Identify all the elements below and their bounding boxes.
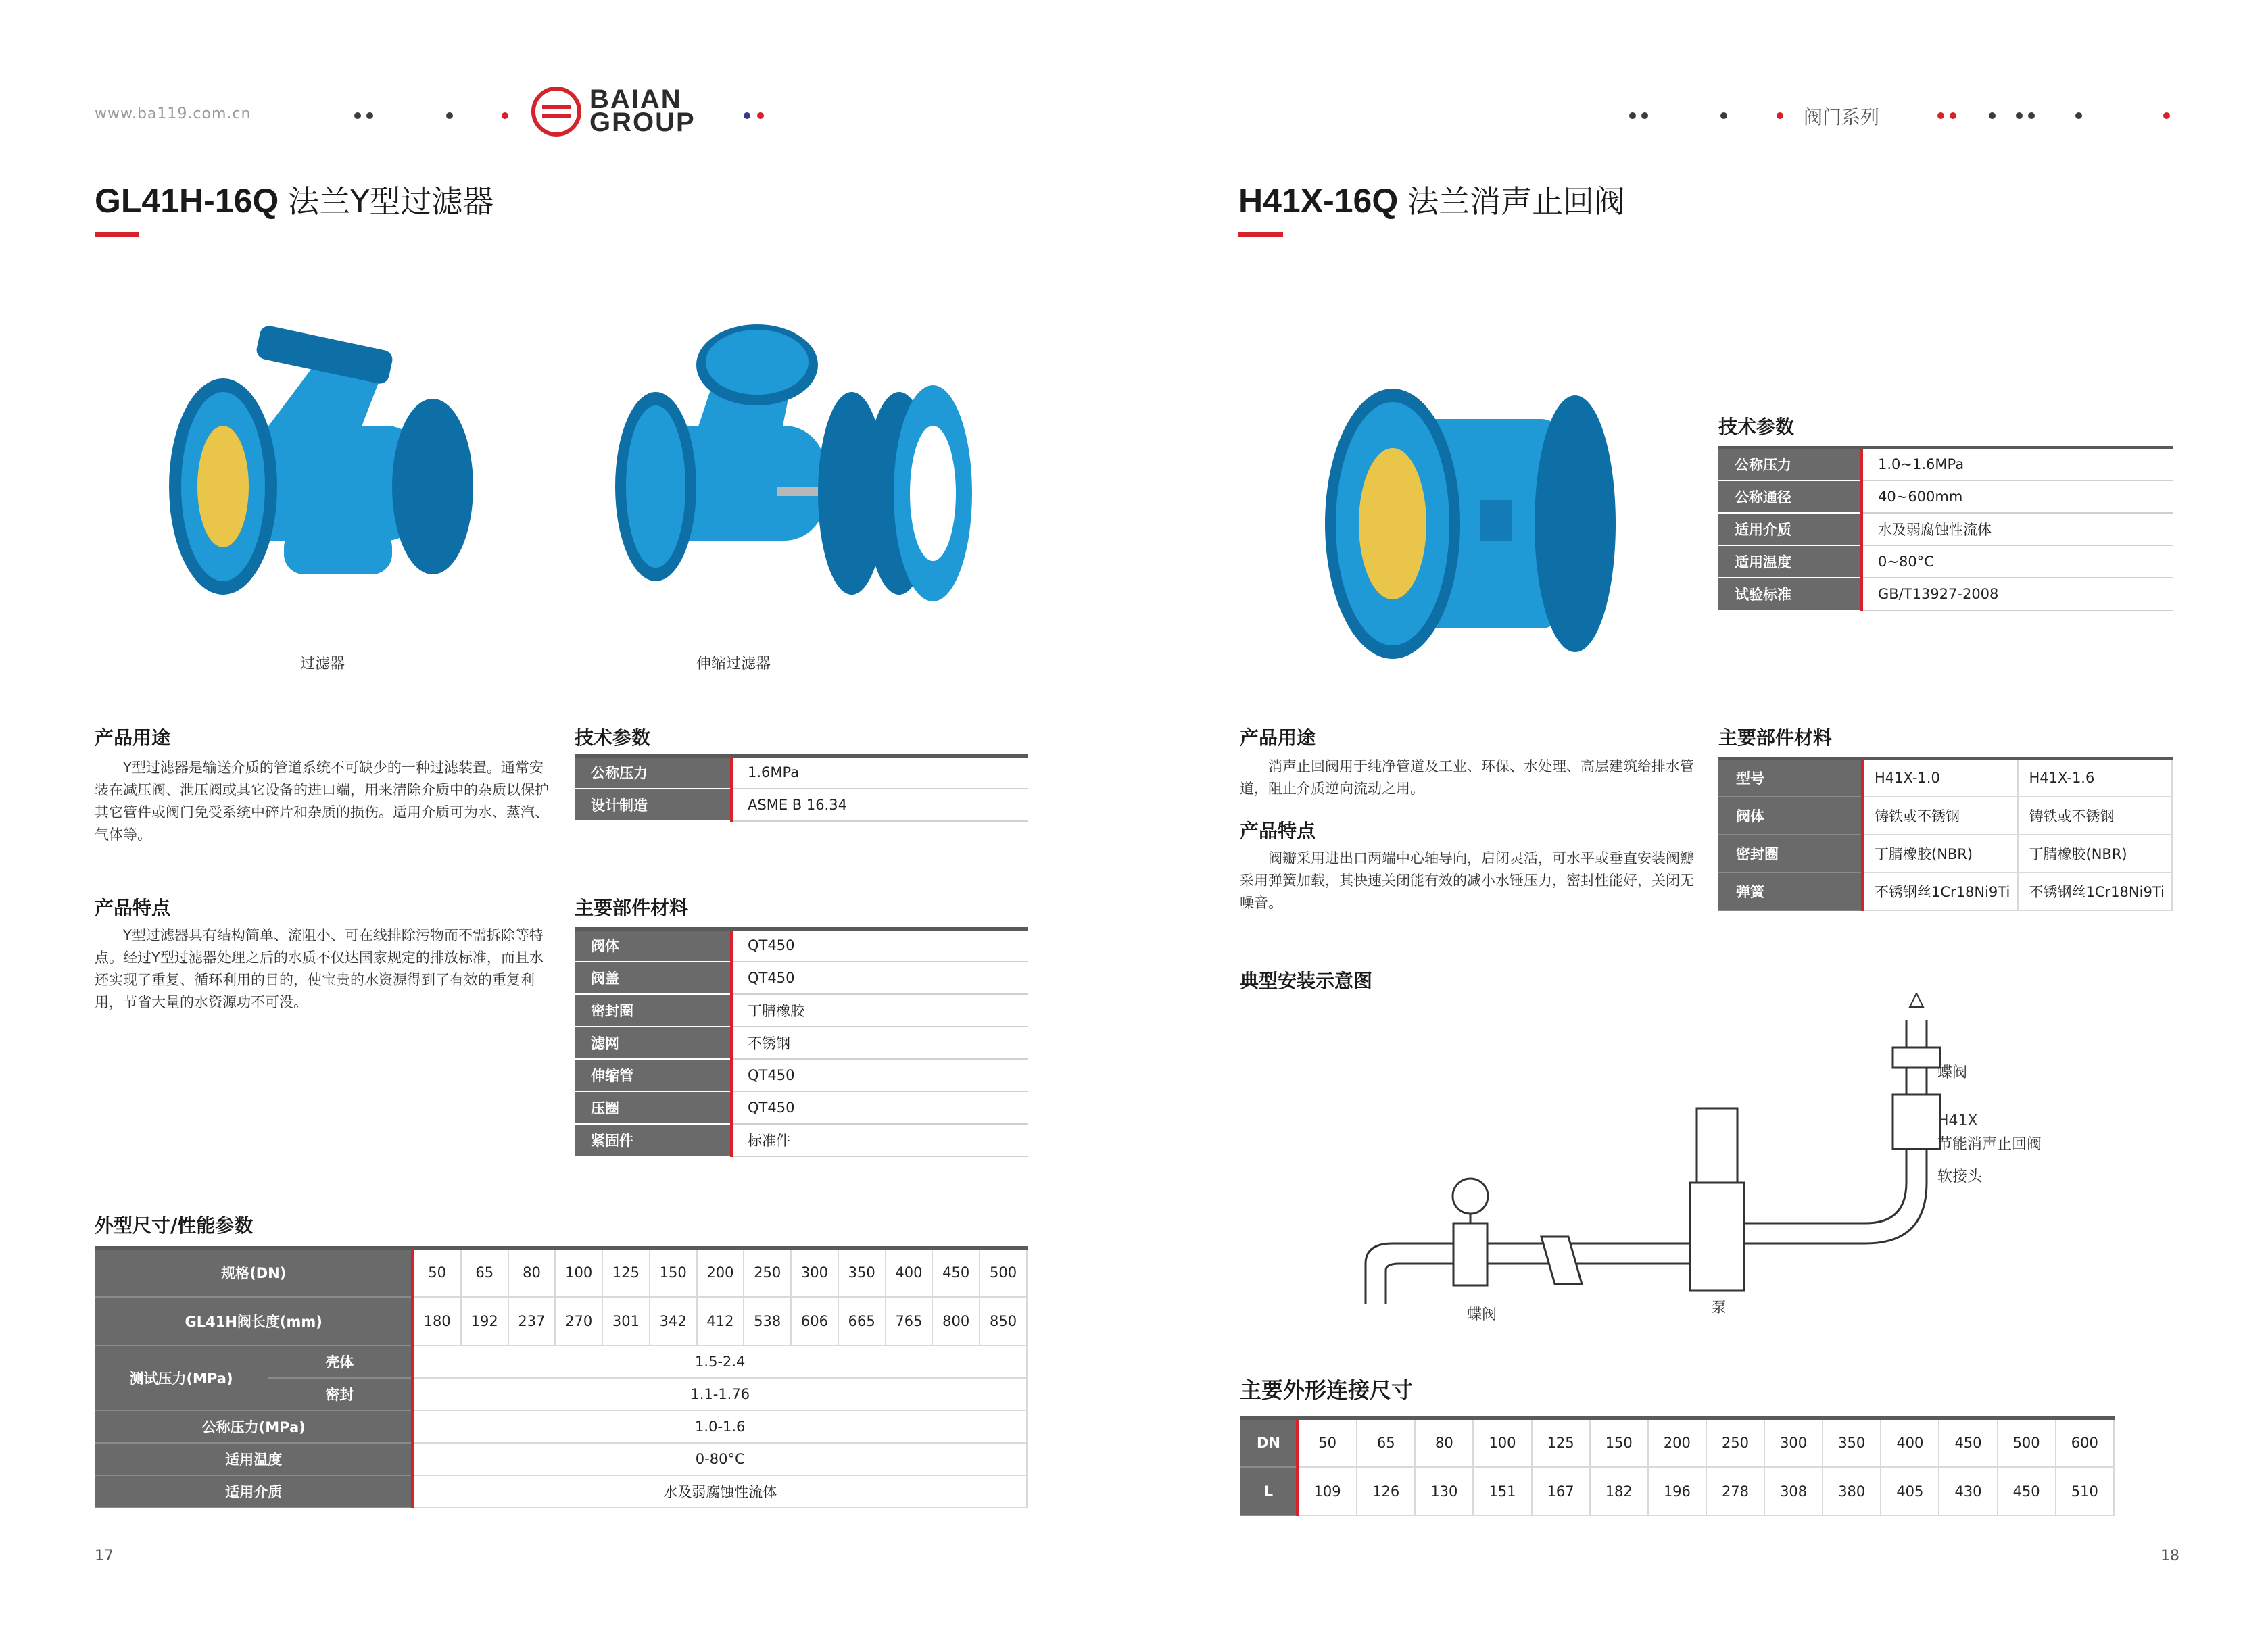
left-page-title xyxy=(95,177,493,222)
table-row xyxy=(1719,759,2172,797)
tech-key: 适用温度 xyxy=(1718,545,1862,578)
length-cell: 412 xyxy=(697,1297,744,1346)
decor-dot xyxy=(502,112,508,119)
diagram-label-check-model: H41X xyxy=(1937,1112,1978,1129)
installation-diagram xyxy=(1352,993,1960,1345)
table-row xyxy=(575,929,1028,962)
material-value: QT450 xyxy=(731,1059,1028,1091)
table-row xyxy=(1718,545,2173,578)
diagram-label-butterfly-bottom: 蝶阀 xyxy=(1467,1306,1497,1323)
image-caption-telescopic: 伸缩过滤器 xyxy=(696,656,771,672)
length-label: GL41H阀长度(mm) xyxy=(95,1297,412,1346)
test-pressure-label: 测试压力(MPa) xyxy=(95,1346,267,1410)
right-title-cn: 法兰消声止回阀 xyxy=(1407,183,1626,220)
decor-dot xyxy=(1641,112,1648,119)
tech-key: 公称压力 xyxy=(575,756,731,789)
dn-cell: 300 xyxy=(791,1248,838,1297)
check-valve-image xyxy=(1325,378,1622,676)
right-features-text: 阀瓣采用进出口两端中心轴导向，启闭灵活，可水平或垂直安装阀瓣采用弹簧加载，其快速关闭能有效的减小水锤压力，密封性能好，关闭无噪音。 xyxy=(1240,850,1694,911)
tech-value: GB/T13927-2008 xyxy=(1862,578,2173,610)
dn-cell: 500 xyxy=(1998,1419,2056,1467)
dn-label: 规格(DN) xyxy=(95,1248,412,1297)
table-row xyxy=(575,756,1028,789)
material-part: 密封圈 xyxy=(1719,835,1862,872)
brand-name xyxy=(589,84,696,137)
table-row xyxy=(1240,1419,2114,1467)
table-row xyxy=(1719,835,2172,872)
length-cell: 538 xyxy=(744,1297,791,1346)
decor-dot xyxy=(2028,112,2035,119)
seal-value: 1.1-1.76 xyxy=(412,1378,1027,1410)
material-value: 丁腈橡胶(NBR) xyxy=(1862,835,2018,872)
table-row xyxy=(575,1124,1028,1156)
tech-value: 0~80°C xyxy=(1862,545,2173,578)
dn-cell: 125 xyxy=(602,1248,650,1297)
left-dims-heading: 外型尺寸/性能参数 xyxy=(95,1214,254,1237)
brand-logo-icon xyxy=(531,87,581,137)
tech-key: 试验标准 xyxy=(1718,578,1862,610)
material-value: QT450 xyxy=(731,962,1028,994)
length-cell: 237 xyxy=(508,1297,556,1346)
length-cell: 765 xyxy=(886,1297,933,1346)
diagram-heading: 典型安装示意图 xyxy=(1240,970,1373,992)
l-cell: 126 xyxy=(1357,1467,1415,1516)
dn-cell: 100 xyxy=(555,1248,602,1297)
left-tech-heading: 技术参数 xyxy=(575,726,651,749)
model-label: 型号 xyxy=(1719,759,1862,797)
length-cell: 180 xyxy=(412,1297,460,1346)
dn-cell: 350 xyxy=(838,1248,886,1297)
dn-cell: 400 xyxy=(1881,1419,1939,1467)
material-part: 阀体 xyxy=(575,929,731,962)
l-cell: 130 xyxy=(1415,1467,1473,1516)
tech-key: 设计制造 xyxy=(575,789,731,821)
l-cell: 182 xyxy=(1590,1467,1648,1516)
dn-cell: 125 xyxy=(1532,1419,1590,1467)
dn-cell: 50 xyxy=(412,1248,460,1297)
material-part: 伸缩管 xyxy=(575,1059,731,1091)
tech-key: 公称通径 xyxy=(1718,480,1862,513)
right-materials-heading: 主要部件材料 xyxy=(1718,726,1833,749)
right-title-underline xyxy=(1238,232,1283,237)
table-row xyxy=(1718,513,2173,545)
dn-cell: 200 xyxy=(697,1248,744,1297)
left-title-cn: 法兰Y型过滤器 xyxy=(288,183,494,220)
brand-line-2: GROUP xyxy=(589,107,696,137)
table-row xyxy=(1718,578,2173,610)
right-features-heading: 产品特点 xyxy=(1240,820,1316,842)
seal-label: 密封 xyxy=(267,1378,412,1410)
material-value: QT450 xyxy=(731,929,1028,962)
table-row xyxy=(1719,797,2172,835)
diagram-label-pump: 泵 xyxy=(1712,1300,1727,1316)
right-page-title xyxy=(1238,177,1625,222)
tech-key: 适用介质 xyxy=(1718,513,1862,545)
table-row xyxy=(575,1059,1028,1091)
right-usage-heading: 产品用途 xyxy=(1240,726,1316,749)
decor-dot xyxy=(1989,112,1996,119)
right-tech-table xyxy=(1718,446,2173,611)
table-row xyxy=(95,1346,1027,1378)
tech-value: ASME B 16.34 xyxy=(731,789,1028,821)
material-value: 丁腈橡胶(NBR) xyxy=(2018,835,2172,872)
decor-dot xyxy=(2163,112,2170,119)
website-url[interactable]: www.ba119.com.cn xyxy=(95,105,251,122)
dn-label: DN xyxy=(1240,1419,1297,1467)
length-cell: 606 xyxy=(791,1297,838,1346)
left-features-text: Y型过滤器具有结构简单、流阻小、可在线排除污物而不需拆除等特点。经过Y型过滤器处理之后的水质不仅达国家规定的排放标准，而且水还实现了重复、循环利用的目的，使宝贵的水资源得到了有效的重复利用，节省大量的水资源功不可没。 xyxy=(95,927,544,1010)
decor-dot xyxy=(757,112,764,119)
left-usage-heading: 产品用途 xyxy=(95,726,171,749)
table-row xyxy=(1718,448,2173,480)
right-materials-table xyxy=(1718,757,2173,911)
material-part: 紧固件 xyxy=(575,1124,731,1156)
right-tech-heading: 技术参数 xyxy=(1718,416,1795,438)
dn-cell: 80 xyxy=(508,1248,556,1297)
dn-cell: 150 xyxy=(650,1248,697,1297)
material-value: QT450 xyxy=(731,1091,1028,1124)
dn-cell: 300 xyxy=(1764,1419,1823,1467)
tech-value: 1.0~1.6MPa xyxy=(1862,448,2173,480)
temp-label: 适用温度 xyxy=(95,1443,412,1475)
decor-dot xyxy=(1629,112,1636,119)
left-title-underline xyxy=(95,232,139,237)
table-row xyxy=(575,789,1028,821)
diagram-label-soft-joint: 软接头 xyxy=(1937,1168,1983,1185)
decor-dot xyxy=(366,112,373,119)
model-value: H41X-1.0 xyxy=(1862,759,2018,797)
table-row xyxy=(95,1248,1027,1297)
left-usage-text: Y型过滤器是输送介质的管道系统不可缺少的一种过滤装置。通常安装在减压阀、泄压阀或其它设备的进口端，用来清除介质中的杂质以保护其它管件或阀门免受系统中碎片和杂质的损伤。适用介质可为水、蒸汽、气体等。 xyxy=(95,760,549,843)
telescopic-strainer-image xyxy=(608,324,987,635)
table-row xyxy=(575,994,1028,1027)
l-cell: 196 xyxy=(1648,1467,1706,1516)
dn-cell: 150 xyxy=(1590,1419,1648,1467)
right-title-model: H41X-16Q xyxy=(1238,182,1399,220)
dn-cell: 250 xyxy=(744,1248,791,1297)
l-cell: 278 xyxy=(1706,1467,1764,1516)
l-cell: 510 xyxy=(2056,1467,2114,1516)
decor-dot xyxy=(2016,112,2023,119)
diagram-label-check-name: 节能消声止回阀 xyxy=(1937,1136,2042,1153)
table-row xyxy=(95,1475,1027,1508)
l-cell: 109 xyxy=(1297,1467,1357,1516)
image-caption-strainer: 过滤器 xyxy=(300,656,345,672)
decor-dot xyxy=(744,112,750,119)
decor-dot xyxy=(2075,112,2082,119)
length-cell: 342 xyxy=(650,1297,697,1346)
dn-cell: 500 xyxy=(980,1248,1027,1297)
y-strainer-image xyxy=(162,324,480,622)
material-value: 铸铁或不锈钢 xyxy=(2018,797,2172,835)
left-features-heading: 产品特点 xyxy=(95,897,171,919)
table-row xyxy=(95,1443,1027,1475)
decor-dot xyxy=(1937,112,1944,119)
dn-cell: 450 xyxy=(1939,1419,1997,1467)
tech-value: 40~600mm xyxy=(1862,480,2173,513)
length-cell: 850 xyxy=(980,1297,1027,1346)
length-cell: 800 xyxy=(932,1297,980,1346)
left-dims-table xyxy=(95,1246,1028,1508)
l-cell: 308 xyxy=(1764,1467,1823,1516)
l-cell: 405 xyxy=(1881,1467,1939,1516)
material-value: 不锈钢丝1Cr18Ni9Ti xyxy=(2018,872,2172,910)
brand-line-1: BAIAN xyxy=(589,84,682,114)
table-row xyxy=(575,1027,1028,1059)
left-materials-table xyxy=(575,927,1028,1157)
l-cell: 380 xyxy=(1823,1467,1881,1516)
decor-dot xyxy=(446,112,453,119)
right-dims-heading: 主要外形连接尺寸 xyxy=(1240,1377,1414,1403)
table-row xyxy=(95,1297,1027,1346)
l-cell: 430 xyxy=(1939,1467,1997,1516)
right-usage-text: 消声止回阀用于纯净管道及工业、环保、水处理、高层建筑给排水管道，阻止介质逆向流动之用。 xyxy=(1240,758,1694,797)
decor-dot xyxy=(1720,112,1727,119)
shell-label: 壳体 xyxy=(267,1346,412,1378)
material-part: 阀体 xyxy=(1719,797,1862,835)
diagram-label-butterfly-top: 蝶阀 xyxy=(1937,1064,1968,1081)
dn-cell: 200 xyxy=(1648,1419,1706,1467)
material-value: 标准件 xyxy=(731,1124,1028,1156)
right-dims-table xyxy=(1240,1416,2115,1516)
decor-dot xyxy=(1777,112,1783,119)
material-value: 不锈钢 xyxy=(731,1027,1028,1059)
table-row xyxy=(1240,1467,2114,1516)
table-row xyxy=(575,962,1028,994)
dn-cell: 600 xyxy=(2056,1419,2114,1467)
l-cell: 151 xyxy=(1473,1467,1531,1516)
dn-cell: 80 xyxy=(1415,1419,1473,1467)
tech-key: 公称压力 xyxy=(1718,448,1862,480)
left-tech-table xyxy=(575,754,1028,822)
pn-label: 公称压力(MPa) xyxy=(95,1410,412,1443)
temp-value: 0-80°C xyxy=(412,1443,1027,1475)
material-value: 不锈钢丝1Cr18Ni9Ti xyxy=(1862,872,2018,910)
tech-value: 水及弱腐蚀性流体 xyxy=(1862,513,2173,545)
left-materials-heading: 主要部件材料 xyxy=(575,897,689,919)
medium-label: 适用介质 xyxy=(95,1475,412,1508)
table-row xyxy=(1719,872,2172,910)
table-row xyxy=(575,1091,1028,1124)
table-row xyxy=(1718,480,2173,513)
material-value: 铸铁或不锈钢 xyxy=(1862,797,2018,835)
left-title-model: GL41H-16Q xyxy=(95,182,279,220)
dn-cell: 65 xyxy=(461,1248,508,1297)
page-number-right: 18 xyxy=(2161,1548,2179,1564)
dn-cell: 250 xyxy=(1706,1419,1764,1467)
dn-cell: 100 xyxy=(1473,1419,1531,1467)
dn-cell: 350 xyxy=(1823,1419,1881,1467)
dn-cell: 50 xyxy=(1297,1419,1357,1467)
table-row xyxy=(95,1410,1027,1443)
material-part: 阀盖 xyxy=(575,962,731,994)
material-value: 丁腈橡胶 xyxy=(731,994,1028,1027)
medium-value: 水及弱腐蚀性流体 xyxy=(412,1475,1027,1508)
l-cell: 450 xyxy=(1998,1467,2056,1516)
shell-value: 1.5-2.4 xyxy=(412,1346,1027,1378)
dn-cell: 450 xyxy=(932,1248,980,1297)
page-number-left: 17 xyxy=(95,1548,114,1564)
material-part: 弹簧 xyxy=(1719,872,1862,910)
decor-dot xyxy=(354,112,361,119)
l-cell: 167 xyxy=(1532,1467,1590,1516)
length-cell: 270 xyxy=(555,1297,602,1346)
material-part: 压圈 xyxy=(575,1091,731,1124)
length-cell: 192 xyxy=(461,1297,508,1346)
l-label: L xyxy=(1240,1467,1297,1516)
length-cell: 301 xyxy=(602,1297,650,1346)
model-value: H41X-1.6 xyxy=(2018,759,2172,797)
dn-cell: 65 xyxy=(1357,1419,1415,1467)
material-part: 密封圈 xyxy=(575,994,731,1027)
length-cell: 665 xyxy=(838,1297,886,1346)
pn-value: 1.0-1.6 xyxy=(412,1410,1027,1443)
decor-dot xyxy=(1950,112,1956,119)
material-part: 滤网 xyxy=(575,1027,731,1059)
tech-value: 1.6MPa xyxy=(731,756,1028,789)
series-label: 阀门系列 xyxy=(1804,106,1880,128)
dn-cell: 400 xyxy=(886,1248,933,1297)
